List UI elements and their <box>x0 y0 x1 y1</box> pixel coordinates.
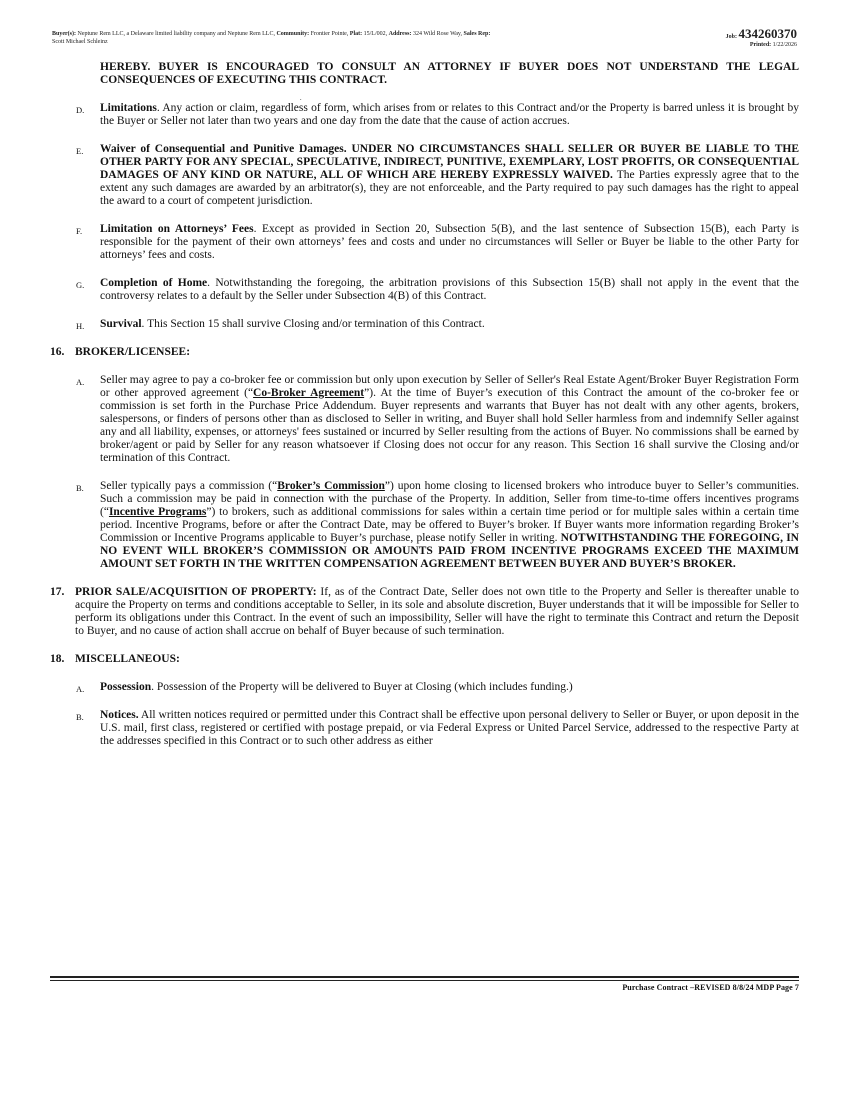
buyers-value: Neptune Rem LLC, a Delaware limited liability company and Neptune Rem LLC, <box>77 31 275 37</box>
limitations-text: . Any action or claim, regardless of form, which arises from or relates to this Contract and/or the Property is barred unless it is brought by the Buyer or Seller not later than two years and one day from the date that the cause of action accrues. <box>100 102 799 127</box>
page-header <box>52 26 797 48</box>
job-number: 434260370 <box>738 26 797 41</box>
survival-title: Survival <box>100 318 142 330</box>
plat-label: Plat: <box>349 31 363 37</box>
section-number: 16. <box>50 346 65 358</box>
document-body <box>50 61 799 748</box>
intro-text: HEREBY. BUYER IS ENCOURAGED TO CONSULT AN ATTORNEY IF BUYER DOES NOT UNDERSTAND THE LEGAL CONSEQUENCES OF EXECUTING THIS CONTRACT. <box>100 61 799 86</box>
section-heading: PRIOR SALE/ACQUISITION OF PROPERTY: <box>75 586 317 598</box>
footer-rule-thick <box>50 976 799 978</box>
commission-bold-text: NOTWITHSTANDING THE FOREGOING, IN NO EVENT WILL BROKER’S COMMISSION OR AMOUNTS PAID FROM INCENTIVE PROGRAMS EXCEED THE MAXIMUM AMOUNT SET FORTH IN THE WRITTEN COMPENSATION AGREEMENT BETWEEN BUYER AND BUYER’S BROKER. <box>100 532 799 570</box>
waiver-text: The Parties expressly agree that to the extent any such damages are awarded by an arbitrator(s), they are not enforceable, and the Party required to pay such damages has the right to appeal the award to a court of competent jurisdiction. <box>100 169 799 207</box>
sales-rep-label: Sales Rep: <box>463 31 491 37</box>
section15-g <box>50 277 799 303</box>
sales-rep-value: Scott Michael Schleinz <box>52 39 108 45</box>
printed-date: 1/22/2026 <box>772 42 797 48</box>
footer-rule-thin <box>50 980 799 981</box>
notices-title: Notices. <box>100 709 139 721</box>
item-marker: B. <box>76 483 84 493</box>
job-label: Job: <box>725 34 737 40</box>
section-heading: BROKER/LICENSEE: <box>75 346 191 358</box>
stray-mark: • <box>300 97 302 102</box>
community-value: Frontier Pointe, <box>310 31 349 37</box>
header-details <box>52 30 692 46</box>
item-marker: H. <box>76 321 85 331</box>
survival-text: . This Section 15 shall survive Closing and/or termination of this Contract. <box>141 318 485 330</box>
item-marker: D. <box>76 105 85 115</box>
co-broker-text-1: Seller may agree to pay a co-broker fee or commission but only upon execution by Seller of Seller's Real Estate Agent/Broker Buyer Registration Form or other approved agreement (“ <box>100 374 799 399</box>
section-number: 18. <box>50 653 65 665</box>
prior-sale-text: If, as of the Contract Date, Seller does not own title to the Property and Seller is thereafter unable to acquire the Property on terms and conditions acceptable to Seller, in its sole and absolute discretion, Buyer understands that it will be impossible for Seller to perform its obligations under this Contract. In the event of such an impossibility, Seller will have the right to terminate this Contract and return the Deposit to Buyer, and no cause of action shall accrue on behalf of Buyer because of such termination. <box>75 586 799 637</box>
job-block <box>725 26 797 49</box>
section18-a <box>50 681 799 694</box>
community-label: Community: <box>276 31 310 37</box>
section16-a <box>50 374 799 465</box>
attorneys-fees-text: . Except as provided in Section 20, Subsection 5(B), and the last sentence of Subsection 15(B), each Party is responsible for the payment of their own attorneys’ fees and costs and under no circumstances will Seller or Buyer be liable to the other Party for attorneys’ fees and costs. <box>100 223 799 261</box>
plat-value: 15/L/002, <box>363 31 388 37</box>
completion-title: Completion of Home <box>100 277 208 289</box>
attorneys-fees-title: Limitation on Attorneys’ Fees <box>100 223 254 235</box>
limitations-title: Limitations <box>100 102 157 114</box>
co-broker-text-2: ”). At the time of Buyer’s execution of this Contract the amount of the co-broker fee or commission is set forth in the Purchase Price Addendum. Buyer represents and warrants that Buyer has not dealt with any other agents, brokers, salespersons, or finders of persons other than as disclosed to Seller in writing, and Buyer shall hold Seller harmless from and indemnify Seller against any and all liability, expenses, or attorneys' fees sustained or incurred by Seller resulting from the actions of Buyer. No commissions shall be earned by broker/agent or paid by Seller for any reason whatsoever if Closing does not occur for any reason. This Section 16 shall survive the Closing and/or termination of this Contract. <box>100 387 799 464</box>
intro-paragraph <box>50 61 799 87</box>
commission-text-1: Seller typically pays a commission (“ <box>100 480 278 492</box>
item-marker: G. <box>76 280 85 290</box>
item-marker: B. <box>76 712 84 722</box>
commission-text-2: ”) upon home closing to licensed brokers who introduce buyer to Seller’s communities. Such a commission may be paid in connection with the purchase of the Property. In addition, Seller from time-to-time offers incentives programs (“ <box>100 480 799 518</box>
section16-b <box>50 480 799 571</box>
possession-text: . Possession of the Property will be delivered to Buyer at Closing (which includes funding.) <box>151 681 573 693</box>
section17 <box>50 586 799 638</box>
address-value: 324 Wild Rose Way, <box>413 31 463 37</box>
section15-e <box>50 143 799 208</box>
section18-b <box>50 709 799 748</box>
section18-heading <box>50 653 799 666</box>
buyers-label: Buyer(s): <box>52 31 76 37</box>
page-footer: Purchase Contract –REVISED 8/8/24 MDP Page 7 <box>622 983 799 992</box>
item-marker: A. <box>76 684 85 694</box>
waiver-title: Waiver of Consequential and Punitive Damages <box>100 143 344 155</box>
commission-text-3: ”) to brokers, such as additional commissions for sales within a certain time period or for multiple sales within a certain time period. Incentive Programs, before or after the Contract Date, may be offered to Buyer’s broker. If Buyer wants more information regarding Broker’s Commission or Incentive Programs applicable to Buyer’s purchase, please notify Seller in writing. <box>100 506 799 544</box>
possession-title: Possession <box>100 681 152 693</box>
item-marker: A. <box>76 377 85 387</box>
section15-d <box>50 102 799 128</box>
item-marker: E. <box>76 146 84 156</box>
brokers-commission-term: Broker’s Commission <box>277 480 385 492</box>
printed-label: Printed: <box>749 42 772 48</box>
incentive-programs-term: Incentive Programs <box>108 506 207 518</box>
section15-f <box>50 223 799 262</box>
section-number: 17. <box>50 586 65 598</box>
waiver-bold-text: . UNDER NO CIRCUMSTANCES SHALL SELLER OR BUYER BE LIABLE TO THE OTHER PARTY FOR ANY SPECIAL, SPECULATIVE, INDIRECT, PUNITIVE, EXEMPLARY, LOST PROFITS, OR CONSEQUENTIAL DAMAGES OF ANY KIND OR NATURE, ALL OF WHICH ARE HEREBY EXPRESSLY WAIVED. <box>100 143 799 181</box>
address-label: Address: <box>388 31 412 37</box>
co-broker-term: Co-Broker Agreement <box>253 387 365 399</box>
section-heading: MISCELLANEOUS: <box>75 653 180 665</box>
item-marker: F. <box>76 226 83 236</box>
notices-text: All written notices required or permitted under this Contract shall be effective upon personal delivery to Seller or Buyer, or upon deposit in the U.S. mail, first class, registered or certified with postage prepaid, or via Federal Express or United Parcel Service, addressed to the respective Party at the addresses specified in this Contract or to such other address as either <box>100 709 799 747</box>
completion-text: . Notwithstanding the foregoing, the arbitration provisions of this Subsection 15(B) shall not apply in the event that the controversy relates to a default by the Seller under Subsection 4(B) of this Contract. <box>100 277 799 302</box>
section15-h <box>50 318 799 331</box>
section16-heading <box>50 346 799 359</box>
